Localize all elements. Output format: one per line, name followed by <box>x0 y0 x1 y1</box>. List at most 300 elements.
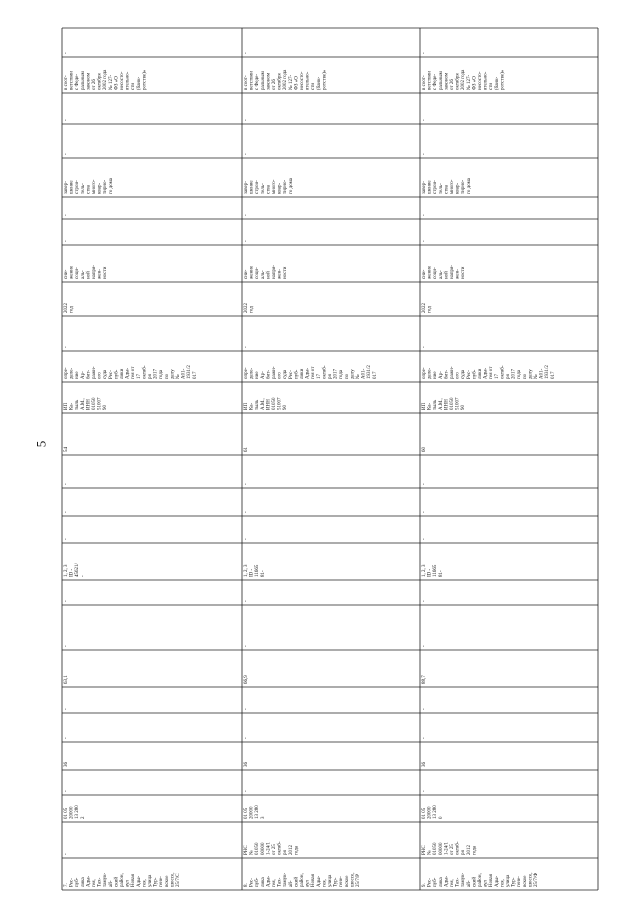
cell-text: ности <box>461 266 467 279</box>
cell-text: жен- <box>277 269 283 279</box>
cell-text: 00000 <box>438 842 444 855</box>
cell-text: - <box>64 119 69 121</box>
cell-text: от 26 <box>272 79 277 90</box>
cell-text: гея, <box>500 879 506 887</box>
cell-text: Тур- <box>333 877 339 887</box>
cell-text: от 26 <box>92 79 97 90</box>
cell-text: № <box>249 850 255 855</box>
cell-text: - <box>244 214 249 216</box>
cell-text: - <box>64 790 69 792</box>
cell-text: ря <box>283 850 289 855</box>
cell-text: 2012 <box>288 845 294 855</box>
cell-text: ИП <box>422 402 427 410</box>
cell-text: бит- <box>444 369 450 379</box>
cell-text: лики <box>300 368 305 379</box>
cell-text: много- <box>92 179 97 194</box>
cell-text: 017 <box>372 371 378 379</box>
cell-text: несосто- <box>300 71 305 90</box>
cell-text: завер- <box>64 181 69 194</box>
cell-text: в соот- <box>422 75 427 90</box>
cell-text: 2017 <box>153 369 159 379</box>
cell-text: А01- <box>539 368 545 379</box>
cell-text: ого <box>455 372 461 379</box>
cell-text: опре- <box>422 367 427 379</box>
table-cell <box>422 69 505 90</box>
cell-text: 81- <box>438 570 444 577</box>
cell-text: много- <box>450 179 455 194</box>
cell-text: октяб- <box>277 841 283 855</box>
cell-text: - <box>422 645 427 647</box>
cell-text: Ады- <box>494 875 500 887</box>
cell-text: ние <box>433 371 439 379</box>
cell-text: Новая <box>489 874 495 887</box>
table-cell <box>422 708 427 710</box>
cell-text: суда <box>103 369 109 379</box>
cell-text: шоссе, <box>170 872 176 887</box>
cell-text: квар- <box>455 182 461 194</box>
cell-text: аул <box>305 880 311 887</box>
table-cell <box>422 841 477 855</box>
cell-text: 01050 <box>92 397 97 410</box>
cell-text: РНС <box>244 845 249 855</box>
cell-text: № 127- <box>288 74 294 90</box>
table-cell <box>422 790 427 792</box>
cell-text: А.М., <box>80 398 86 410</box>
cell-text: ной <box>86 271 92 279</box>
cell-text: ражн- <box>450 366 455 379</box>
cell-text: гене- <box>159 876 165 887</box>
cell-text: суда <box>283 369 289 379</box>
cell-text: № <box>427 850 433 855</box>
cell-text: 3 <box>260 816 266 819</box>
cell-text: ИП <box>64 402 69 410</box>
cell-text: года <box>339 369 345 379</box>
cell-text: № <box>356 374 361 379</box>
cell-text: шение <box>69 180 75 194</box>
table-cell <box>244 483 249 485</box>
cell-text: ние <box>75 371 81 379</box>
cell-text: 2 <box>80 816 86 819</box>
cell-text: Рес- <box>249 878 255 887</box>
table-cell <box>64 790 69 792</box>
cell-text: гея, <box>450 879 455 887</box>
cell-text: (банк- <box>494 76 500 90</box>
cell-text: 0 <box>438 816 444 819</box>
cell-text: тель- <box>438 183 444 194</box>
cell-text: Ка- <box>249 402 255 410</box>
cell-text: аул <box>125 880 131 887</box>
cell-text: - <box>244 600 249 602</box>
table-cell <box>422 365 556 379</box>
table-cell <box>244 240 249 242</box>
cell-text: лика <box>80 877 86 887</box>
cell-text: ротстве)» <box>322 69 328 90</box>
cell-text: законом <box>266 72 272 90</box>
cell-text: - <box>244 538 249 540</box>
cell-text: по <box>164 373 170 379</box>
cell-text: - <box>64 52 69 54</box>
cell-text: 20000 <box>427 806 433 819</box>
cell-text: ФЗ «О <box>472 76 478 90</box>
cell-text: ого <box>277 372 283 379</box>
cell-text: пуб- <box>75 877 81 887</box>
cell-text: - <box>64 538 69 540</box>
table-cell <box>64 365 198 379</box>
cell-text: - <box>244 346 249 348</box>
cell-text: район, <box>120 873 125 887</box>
cell-text: 1, 2, 3 <box>244 564 249 577</box>
cell-text: октяб- <box>322 365 328 379</box>
cell-text: - <box>64 346 69 348</box>
table-cell <box>422 645 427 647</box>
cell-text: ря <box>328 374 333 379</box>
cell-text: ральным <box>260 71 266 90</box>
table-cell <box>244 397 288 410</box>
cell-text: ФЗ «О <box>114 76 120 90</box>
cell-text: 1, 2, 3 <box>64 564 69 577</box>
page-number: 5 <box>33 440 49 448</box>
cell-text: 9. <box>422 883 427 887</box>
table-cell <box>64 511 69 513</box>
cell-text: - <box>244 240 249 242</box>
cell-text: Тах- <box>97 877 103 887</box>
table-cell <box>244 119 249 121</box>
cell-text: 1-24/1 <box>266 841 272 855</box>
table-cell <box>422 265 466 280</box>
cell-text: ИНН <box>266 399 272 410</box>
cell-text: строи- <box>433 180 439 194</box>
cell-text: октяб- <box>500 365 506 379</box>
cell-text: 01 05 <box>244 807 249 819</box>
cell-text: Ар- <box>438 371 444 379</box>
cell-text: жен- <box>97 269 103 279</box>
cell-text: завер- <box>244 181 249 194</box>
cell-text: 63,1 <box>64 675 69 684</box>
cell-text: 2022 <box>422 303 427 313</box>
cell-text: года <box>517 369 523 379</box>
cell-text: ральным <box>438 71 444 90</box>
cell-text: 017 <box>192 371 198 379</box>
cell-text: несосто- <box>478 71 483 90</box>
table-cell <box>244 346 249 348</box>
cell-text: Ады- <box>483 367 489 379</box>
cell-text: 01050 <box>433 842 439 855</box>
cell-text: 51007 <box>277 397 283 410</box>
cell-text: года <box>159 369 165 379</box>
cell-text: улица <box>148 874 153 887</box>
cell-text: от 26 <box>450 79 455 90</box>
cell-text: ветствии <box>427 71 433 90</box>
table-cell <box>422 511 427 513</box>
cell-text: ветствии <box>69 71 75 90</box>
cell-text: вское <box>522 875 528 887</box>
cell-text: ай- <box>288 880 294 887</box>
cell-text: ФЗ «О <box>294 76 300 90</box>
cell-text: октября <box>455 73 461 90</box>
cell-text: ятельно- <box>305 71 311 90</box>
cell-text: - <box>422 119 427 121</box>
cell-text: жение <box>69 265 75 279</box>
cell-text: лика <box>260 877 266 887</box>
cell-text: - <box>244 708 249 710</box>
cell-text: 36 <box>64 762 69 767</box>
table-cell <box>422 447 427 453</box>
table-cell <box>64 538 69 540</box>
cell-text: сти <box>131 82 137 90</box>
cell-text: 8. <box>244 883 249 887</box>
table-cell <box>422 214 427 216</box>
cell-text: в соот- <box>244 75 249 90</box>
cell-text: гея от <box>489 366 495 379</box>
cell-text: Тах- <box>455 877 461 887</box>
cell-text: 2022 <box>244 303 249 313</box>
cell-text: 17 <box>316 374 322 379</box>
cell-text: 1931/2 <box>367 365 373 379</box>
cell-text: 25/7/Р <box>356 873 361 887</box>
cell-text: 54 <box>64 447 69 452</box>
table-cell <box>244 52 249 54</box>
cell-text: ротстве)» <box>500 69 506 90</box>
cell-text: - <box>64 214 69 216</box>
table-cell <box>64 563 86 578</box>
cell-text: - <box>422 737 427 739</box>
table-cell <box>64 265 108 280</box>
cell-text: аль- <box>260 270 266 279</box>
cell-text: соци- <box>433 267 439 279</box>
cell-text: А01- <box>181 368 187 379</box>
cell-text: - <box>64 645 69 647</box>
cell-text: квар- <box>277 182 283 194</box>
cell-text: год <box>249 306 255 313</box>
cell-text: - <box>64 240 69 242</box>
cell-text: законом <box>86 72 92 90</box>
table-cell <box>244 708 249 710</box>
cell-text: Рес- <box>69 878 75 887</box>
cell-text: 11665 <box>433 564 439 577</box>
table-cell <box>422 805 444 819</box>
cell-text: гене- <box>339 876 345 887</box>
table-cell <box>244 645 249 647</box>
cell-text: 90 <box>283 405 289 410</box>
cell-text: ский <box>114 877 120 887</box>
cell-text: район, <box>478 873 483 887</box>
cell-text: тирно- <box>283 179 289 194</box>
table-cell <box>64 52 69 54</box>
cell-text: гея, <box>272 879 277 887</box>
table-cell <box>422 564 444 577</box>
cell-text: - <box>64 483 69 485</box>
cell-text: ря <box>506 374 511 379</box>
cell-text: с Феде- <box>255 73 261 90</box>
cell-text: ротстве)» <box>142 69 148 90</box>
cell-text: ральным <box>80 71 86 90</box>
table-cell <box>64 447 69 453</box>
cell-text: 20000 <box>249 806 255 819</box>
cell-text: 51007 <box>97 397 103 410</box>
table-cell <box>244 447 249 453</box>
cell-text: - <box>422 214 427 216</box>
cell-text: ятельно- <box>483 71 489 90</box>
cell-text: 2022 <box>64 303 69 313</box>
cell-text: Новая <box>131 874 137 887</box>
cell-text: год <box>69 306 75 313</box>
cell-text: вское <box>344 875 350 887</box>
cell-text: с Феде- <box>433 73 439 90</box>
table-cell <box>244 265 288 280</box>
cell-text: 2002 года <box>283 69 289 90</box>
cell-text: Ады- <box>444 875 450 887</box>
cell-text: 017 <box>550 371 556 379</box>
cell-text: Рес- <box>427 878 433 887</box>
table-cell <box>64 805 86 819</box>
cell-text: сти <box>489 82 495 90</box>
cell-text: - <box>244 153 249 155</box>
cell-text: бит- <box>86 369 92 379</box>
cell-text: жен- <box>455 269 461 279</box>
cell-text: ай- <box>466 880 472 887</box>
cell-text: 88,7 <box>422 675 427 684</box>
cell-text: 1931/2 <box>545 365 551 379</box>
table-cell <box>422 872 539 887</box>
cell-text: тирно- <box>461 179 467 194</box>
cell-text: - <box>422 790 427 792</box>
table-cell <box>422 346 427 348</box>
cell-text: тамук- <box>283 872 289 887</box>
cell-text: - <box>64 600 69 602</box>
cell-text: аль- <box>438 270 444 279</box>
cell-text: октяб- <box>142 365 148 379</box>
cell-text: пуб- <box>433 877 439 887</box>
cell-text: года <box>472 845 478 855</box>
cell-text: - <box>64 511 69 513</box>
cell-text: 25/7/С <box>176 873 181 887</box>
cell-text: ИП <box>244 402 249 410</box>
cell-text: несосто- <box>120 71 125 90</box>
cell-text: гея, <box>142 879 148 887</box>
table-cell <box>244 790 249 792</box>
cell-text: сни- <box>244 269 249 279</box>
cell-text: 2017 <box>511 369 517 379</box>
cell-text: - <box>422 153 427 155</box>
table-cell <box>422 303 433 314</box>
cell-text: шоссе, <box>350 872 356 887</box>
cell-text: 90 <box>461 405 467 410</box>
table-cell <box>244 538 249 540</box>
cell-text: ID - <box>249 568 255 577</box>
cell-text: Ады- <box>316 875 322 887</box>
cell-text: - <box>244 511 249 513</box>
table-cell <box>64 214 69 216</box>
cell-text: суда <box>461 369 467 379</box>
cell-text: ражн- <box>272 366 277 379</box>
table-cell <box>64 119 69 121</box>
cell-text: - <box>422 538 427 540</box>
table-cell <box>422 153 427 155</box>
cell-text: Ады- <box>86 875 92 887</box>
cell-text: 01050 <box>255 842 261 855</box>
table-cell <box>422 538 427 540</box>
cell-text: деле- <box>249 367 255 379</box>
cell-text: 13 280 <box>433 805 439 819</box>
table-cell <box>244 564 266 577</box>
cell-text: Ар- <box>80 371 86 379</box>
cell-text: опре- <box>244 367 249 379</box>
cell-text: тамук- <box>103 872 109 887</box>
cell-text: А01- <box>361 368 367 379</box>
cell-text: лики <box>478 368 483 379</box>
cell-text: 00000 <box>260 842 266 855</box>
cell-text: Рес- <box>108 370 114 379</box>
cell-text: напря- <box>450 265 455 279</box>
cell-text: А.М., <box>260 398 266 410</box>
cell-text: улица <box>506 874 511 887</box>
cell-text: 2002 года <box>103 69 109 90</box>
cell-text: - <box>422 511 427 513</box>
cell-text: го дома <box>288 178 294 194</box>
cell-text: законом <box>444 72 450 90</box>
cell-text: Ады- <box>305 367 311 379</box>
cell-text: 51007 <box>455 397 461 410</box>
cell-text: от 25 <box>272 844 277 855</box>
cell-text: делу <box>528 369 534 379</box>
cell-text: - <box>422 240 427 242</box>
cell-text: 60 <box>422 447 427 452</box>
cell-text: ский <box>294 877 300 887</box>
cell-text: 01 05 <box>422 807 427 819</box>
cell-text: год <box>427 306 433 313</box>
cell-text: лика <box>438 877 444 887</box>
cell-text: гея от <box>131 366 137 379</box>
cell-text: ятельно- <box>125 71 131 90</box>
cell-text: Рес- <box>466 370 472 379</box>
table-cell <box>64 177 114 194</box>
cell-text: с Феде- <box>75 73 81 90</box>
cell-text: - <box>64 708 69 710</box>
table-cell <box>64 303 75 314</box>
cell-text: 66,9 <box>244 675 249 684</box>
cell-text: 2002 года <box>461 69 467 90</box>
cell-text: строи- <box>255 180 261 194</box>
cell-text: - <box>244 737 249 739</box>
table-cell <box>422 240 427 242</box>
cell-text: 20000 <box>69 806 75 819</box>
cell-text: - <box>80 575 86 577</box>
cell-text: 2012 <box>466 845 472 855</box>
table-cell <box>422 119 427 121</box>
cell-text: 1, 2, 3 <box>422 564 427 577</box>
cell-text: много- <box>272 179 277 194</box>
cell-text: делу <box>170 369 176 379</box>
cell-text: го дома <box>108 178 114 194</box>
cell-text: 2017 <box>333 369 339 379</box>
cell-text: Ар- <box>260 371 266 379</box>
table-cell <box>244 675 249 684</box>
cell-text: 36 <box>422 762 427 767</box>
cell-text: пуб- <box>114 369 120 379</box>
cell-text: строи- <box>75 180 81 194</box>
cell-text: сни- <box>422 269 427 279</box>
cell-text: - <box>64 853 69 855</box>
cell-text: ря <box>148 374 153 379</box>
cell-text: октяб- <box>455 841 461 855</box>
cell-text: Тур- <box>153 877 159 887</box>
cell-text: го дома <box>466 178 472 194</box>
cell-text: 01050 <box>272 397 277 410</box>
cell-text: - <box>422 600 427 602</box>
cell-text: тыль <box>433 399 439 410</box>
cell-text: (банк- <box>136 76 142 90</box>
cell-text: гея, <box>322 879 328 887</box>
